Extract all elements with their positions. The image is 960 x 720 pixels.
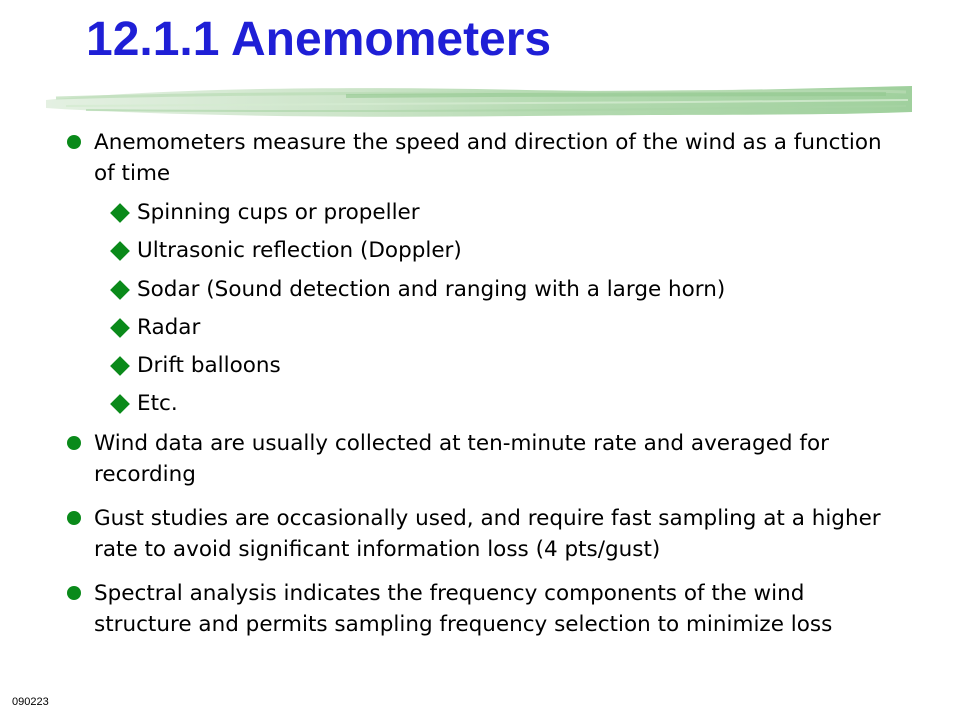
list-item: Drift balloons bbox=[137, 353, 281, 378]
list-item: Wind data are usually collected at ten-minute rate and averaged for recording bbox=[94, 431, 829, 487]
slide-footer-code: 090223 bbox=[12, 696, 49, 708]
list-item: Ultrasonic reflection (Doppler) bbox=[137, 238, 462, 263]
slide-title: 12.1.1 Anemometers bbox=[86, 13, 552, 66]
bullet-dot-icon bbox=[67, 586, 81, 600]
list-item: Anemometers measure the speed and direction of the wind as a function of time bbox=[94, 130, 882, 186]
diamond-bullet-icon bbox=[110, 318, 130, 338]
diamond-bullet-icon bbox=[110, 394, 130, 414]
bullet-dot-icon bbox=[67, 135, 81, 149]
diamond-bullet-icon bbox=[110, 241, 130, 261]
diamond-bullet-icon bbox=[110, 203, 130, 223]
diamond-bullet-icon bbox=[110, 280, 130, 300]
diamond-bullet-icon bbox=[110, 356, 130, 376]
list-item: Spinning cups or propeller bbox=[137, 200, 420, 225]
list-item: Spectral analysis indicates the frequency components of the wind structure and permits sampling frequency selection to minimize loss bbox=[94, 581, 833, 637]
list-item: Radar bbox=[137, 315, 201, 340]
bullet-dot-icon bbox=[67, 511, 81, 525]
list-item: Gust studies are occasionally used, and require fast sampling at a higher rate to avoid significant information loss (4 pts/gust) bbox=[94, 506, 881, 562]
list-item: Sodar (Sound detection and ranging with a large horn) bbox=[137, 277, 726, 302]
list-item: Etc. bbox=[137, 391, 178, 416]
bullet-dot-icon bbox=[67, 436, 81, 450]
